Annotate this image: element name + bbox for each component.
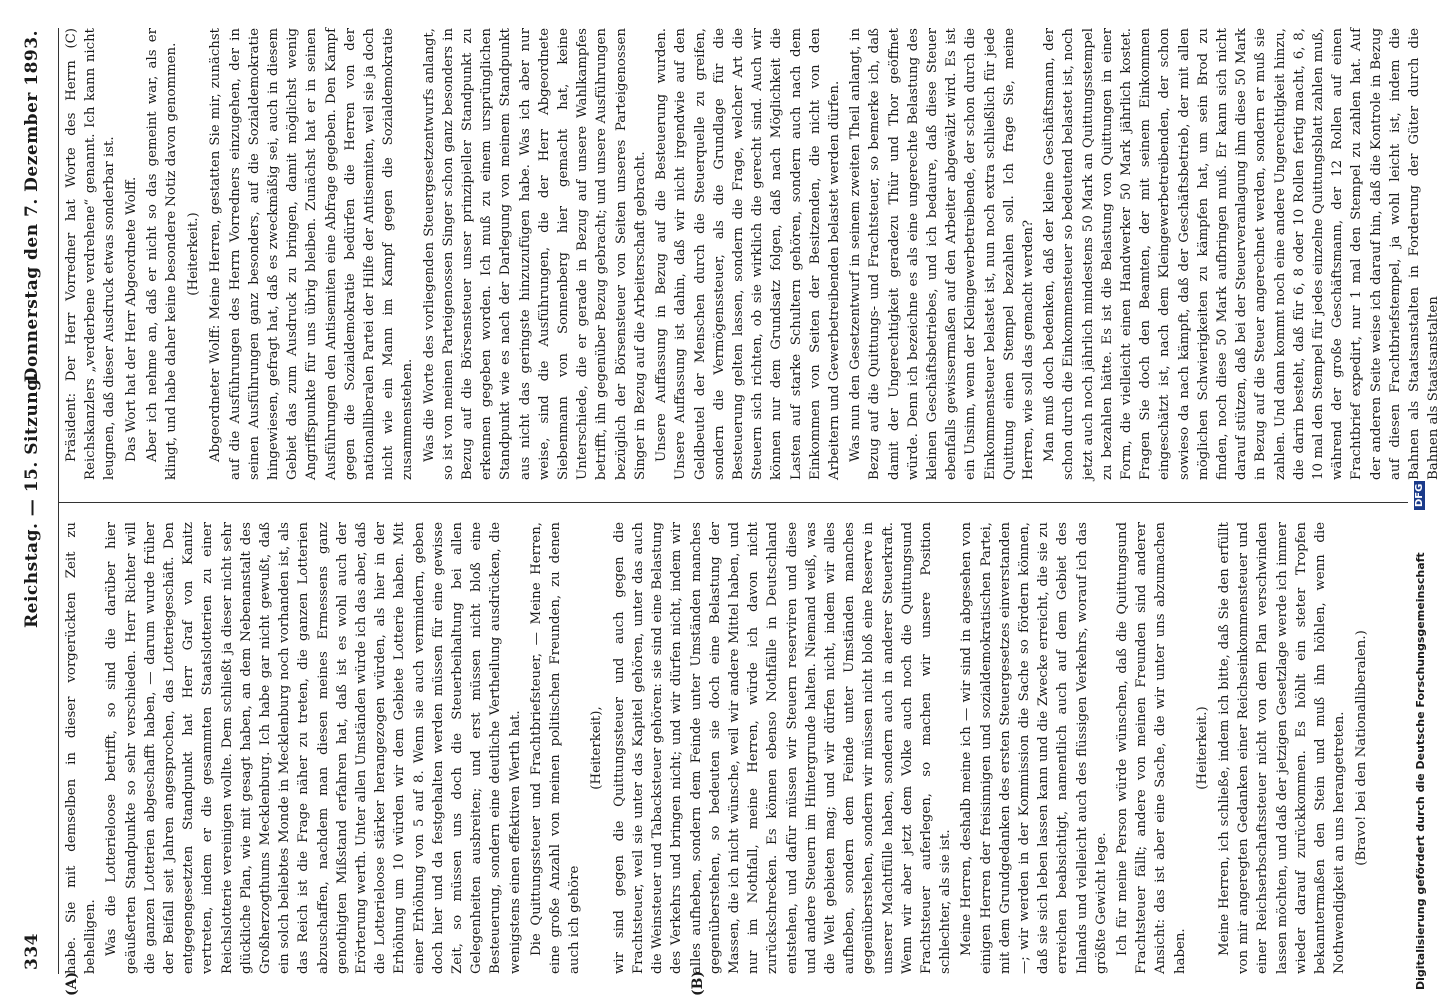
paragraph: Meine Herren, ich schließe, indem ich bitte, daß Sie den erfüllt von mir angeregten Gedanken einer Reichseinkommensteuer und einer Reichserbschaftssteuer nicht von dem Plan verschwinden lassen möchten, und daß der jetzigen Gesetzlage werde ich immer wieder darauf zurückkommen. Es höhlt ein steter Tropfen bekanntermaßen den Stein und muß ihn höhlen, wenn die Nothwendigkeit an uns herangetreten. (1216, 522, 1348, 974)
paragraph: Das Wort hat der Herr Abgeordnete Wolff. (123, 176, 139, 462)
paragraph: Man muß doch bedenken, daß der kleine Geschäftsmann, der schon durch die Einkommensteuer so bedeutend belastet ist, noch jetzt auch noch jährlich mindestens 50 Mark an Quittungsstempel zu bezahlen hätte. Es ist die Belastung von Quittungen in einer Form, die vielleicht einen Handwerker 50 Mark jährlich kostet. Fragen Sie doch den Beamten, der mit seinem Einkommen eingeschätzt ist, nach dem Kleingewerbetreibenden, der schon sowieso da nach kämpft, daß der Geschäftsbetrieb, der mit allen möglichen Schwierigkeiten zu kämpfen hat, um sein Brod zu finden, noch diese 50 Mark aufbringen muß. Er kann sich nicht darauf stützen, daß bei der Steuerveranlagung ihm diese 50 Mark in Bezug auf die Steuer angerechnet werden, sondern er muß sie zahlen. Und dann kommt noch eine andere Ungerechtigkeit hinzu, die darin besteht, daß für 6, 8 oder 10 Rollen fertig macht, 6, 8, 10 mal den Stempel für jedes einzelne Quittungsblatt zahlen muß, während der große Geschäftsmann, der 12 Rollen auf einen Frachtbrief expedirt, nur 1 mal den Stempel zu zahlen hat. Auf der anderen Seite weise ich darauf hin, daß die Kontrole in Bezug auf diesen Frachtbriefstempel, ja wohl leicht ist, indem die Bahnen als Staatsanstalten in Forderung der Güter durch die Bahnen als Staatsanstalten (1042, 28, 1442, 480)
paragraph: Aber ich nehme an, daß er nicht so das gemeint war, als er klingt, und habe daher keine besondere Notiz davon genommen. (144, 28, 180, 480)
dfg-logo: DFG (1414, 481, 1425, 510)
page-number: 334 (22, 933, 42, 970)
paragraph: Was die Worte des vorliegenden Steuergesetzentwurfs anlangt, so ist von meinen Parteigenossen Singer schon ganz besonders in Bezug auf die Börsensteuer unser prinzipieller Standpunkt zu erkennen gegeben worden. Ich muß zu einem ursprünglichen Standpunkt wie es nach der Darlegung von meinem Standpunkt aus nicht das geringste hinzuzufügen habe. Was ich aber nur weise, sind die Ausführungen, die der Herr Abgeordnete Siebenmann von Sonnenberg hier gemacht hat, keine Unterschiede, die er gerade in Bezug auf unsere Wahlkampfes betrifft, ihn gegenüber Bezug gebracht; und unsere Ausführungen bezüglich der Börsensteuer von Seiten unseres Parteigenossen Singer in Bezug auf die Arbeiterschaft gebracht. (421, 28, 648, 480)
paragraph: Was die Lotterieloose betrifft, so sind die darüber hier geäußerten Standpunkte so sehr verschieden. Herr Richter will die ganzen Lotterien abgeschafft haben, — darum wurde früher der Beifall seit Jahren angesprochen, das Lotteriegeschäft. Den entgegengesetzten Standpunkt hat Herr Graf von Kanitz vertreten, indem er die gesammten Staatslotterien zu einer Reichslotterie vereinigen wollte. Dem schließt ja dieser nicht sehr glückliche Plan, wie mit gesagt haben, an dem Nebenanstalt des Großherzogthums Mecklenburg. Ich habe gar nicht gewußt, daß ein solch beliebtes Monde in Mecklenburg noch vorhanden ist, als das Reich ist die Frage näher zu treten, die ganzen Lotterien abzuschaffen, nachdem man diesen meines Ermessens ganz genothigten Mißstand erfahren hat, daß ist es wohl auch der Erörterung werth. Unter allen Umständen würde ich das aber, daß die Lotterieloose stärker herangezogen würden, als hier in der Erhöhung um 10 würden wir dem Gebiete Lotterie haben. Mit einer Erhöhung von 5 auf 8. Wenn sie auch vermindern, geben doch hier und da festgehalten werden müssen für eine gewisse Zeit, so müssen uns doch die Steuerbeihaltung bei allen Gelegenheiten ausbreiten; und erst müssen nicht bloß eine Besteuerung, sondern eine deutliche Vertheilung ausdrücken, die wenigstens einen effektiven Werth hat. (104, 522, 523, 974)
footer-credit: Digitalisierung gefördert durch die Deutsche Forschungsgemeinschaft (1414, 552, 1427, 990)
paragraph: Die Quittungssteuer und Frachtbriefsteuer, — Meine Herren, eine große Anzahl von meinen politischen Freunden, zu denen auch ich gehöre (528, 522, 583, 974)
interjection: (Heiterkeit.) (186, 212, 202, 296)
paragraph: Unsere Auffassung in Bezug auf die Besteuerung wurden. Unsere Auffassung ist dahin, daß wir nicht irgendwie auf den Geldbeutel der Menschen durch die Steuerquelle zu greifen, sondern die Vermögenssteuer, als die Grundlage für die Besteuerung gelten lassen, sondern die Frage, welcher Art die Steuern sich richten, ob sie wirklich die gerecht sind. Auch wir können nur dem Grundsatz folgen, daß nach Möglichkeit die Lasten auf starke Schultern gehören, sondern auch nach dem Einkommen von Seiten der Besitzenden, die nicht von den Arbeitern und Gewerbetreibenden belastet werden dürfen. (654, 28, 842, 480)
margin-marker-a: (A) (64, 971, 80, 996)
left-column (62, 522, 1392, 974)
paragraph: Was nun den Gesetzentwurf in seinem zweiten Theil anlangt, in Bezug auf die Quittungs- und Frachtsteuer, so bemerke ich, daß damit der Ungerechtigkeit geradezu Thür und Thor geöffnet würde. Denn ich bezeichne es als eine ungerechte Belastung des kleinen Geschäftsbetriebes, und ich bedaure, daß diese Steuer ebenfalls gewissermaßen auf den Arbeiter abgewälzt wird. Es ist ein Unsinn, wenn der Kleingewerbetreibende, der schon durch die Einkommensteuer belastet ist, nun noch extra schließlich für jede Quittung einen Stempel bezahlen soll. Ich frage Sie, meine Herren, wie soll das gemacht werden? (848, 28, 1036, 480)
paragraph: Ich für meine Person würde wünschen, daß die Quittungsund Frachtsteuer fällt; andere von meinen Freunden sind anderer Ansicht: das ist aber eine Sache, die wir unter uns abzumachen haben. (1114, 522, 1188, 974)
interjection: (Heiterkeit.) (1194, 706, 1210, 790)
interjection: (Bravo! bei den Nationalliberalen.) (1354, 630, 1370, 866)
paragraph: wir sind gegen die Quittungssteuer und auch gegen die Frachtsteuer, weil sie unter das Kapitel gehören, unter das auch die Weinsteuer und Tabacksteuer gehören: sie sind eine Belastung des Verkehrs und bringen nicht; und wir dürfen nicht, indem wir alles aufheben, sondern dem Feinde unter Umständen manches gegenüberstehen, so bedeuten sie doch eine Belastung der Massen, die ich nicht wünsche, weil wir andere Mittel haben, und nur im Nothfall, meine Herren, würde ich davon nicht zurückschrecken. Es können ebenso Nothfälle in Deutschland entstehen, und dafür müssen wir Steuern reserviren und diese und andere Steuern im Hintergrunde halten. Niemand weiß, was die Welt gebieten mag; und wir dürfen nicht, indem wir alles aufheben, sondern dem Feinde unter Umständen manches gegenüberstehen, sondern wir müssen nicht bloß eine Reserve in unserer Machtfülle haben, sondern auch in anderer Steuerkraft. Wenn wir aber jetzt dem Volke auch noch die Quittungsund Frachtsteuer auferlegen, so machen wir unsere Position schlechter, als sie ist. (611, 522, 954, 974)
paragraph: habe. Sie mit demselben in dieser vorgerückten Zeit zu behelligen. (64, 522, 99, 974)
page-header (12, 0, 58, 1000)
paragraph: Meine Herren, deshalb meine ich — wir sind in abgesehen von einigen Herren der freisinnigen und sozialdemokratischen Partei, mit dem Grundgedanken des ersten Steuergesetzes einverstanden —; wir werden in der Kommission die Sache so fördern können, daß sie sich leben lassen kann und die Zwecke erreicht, die sie zu erreichen beabsichtigt, namentlich auch auf dem Gebiet des Inlands und vielleicht auch des flüssigen Verkehrs, worauf ich das größte Gewicht lege. (959, 522, 1109, 974)
column-divider (58, 502, 1408, 503)
page-title: Reichstag. — 15. Sitzung. (22, 372, 42, 628)
paragraph: Präsident: Der Herr Vorredner hat Worte des Herrn (C) Reichskanzlers „verderbene verdrehene“ genannt. Ich kann nicht leugnen, daß dieser Ausdruck etwas sonderbar ist. (64, 28, 118, 480)
margin-marker-b: (B) (690, 970, 706, 996)
header-rule (58, 28, 59, 974)
digitization-footer (1412, 0, 1430, 1000)
session-date: Donnerstag den 7. Dezember 1893. (22, 30, 42, 383)
paragraph: Abgeordneter Wolff: Meine Herren, gestatten Sie mir, zunächst auf die Ausführungen des Herrn Vorredners einzugehen, der in seinen Ausführungen ganz besonders, auf die Sozialdemokratie hingewiesen, gefragt hat, daß es zweckmäßig sei, auch in diesem Gebiet das zum Ausdruck zu bringen, damit möglichst wenig Angriffspunkte für uns übrig bleiben. Zunächst hat er in seinen Ausführungen den Antisemiten eine Abfrage gegeben. Den Kampf gegen die Sozialdemokratie bedürfen die Herren von der nationalliberalen Partei der Hilfe der Antisemiten, weil sie ja doch nicht wie ein Mann im Kampf gegen die Sozialdemokratie zusammenstehen. (208, 28, 416, 480)
interjection: (Heiterkeit), (589, 706, 605, 790)
right-column (62, 28, 1442, 480)
